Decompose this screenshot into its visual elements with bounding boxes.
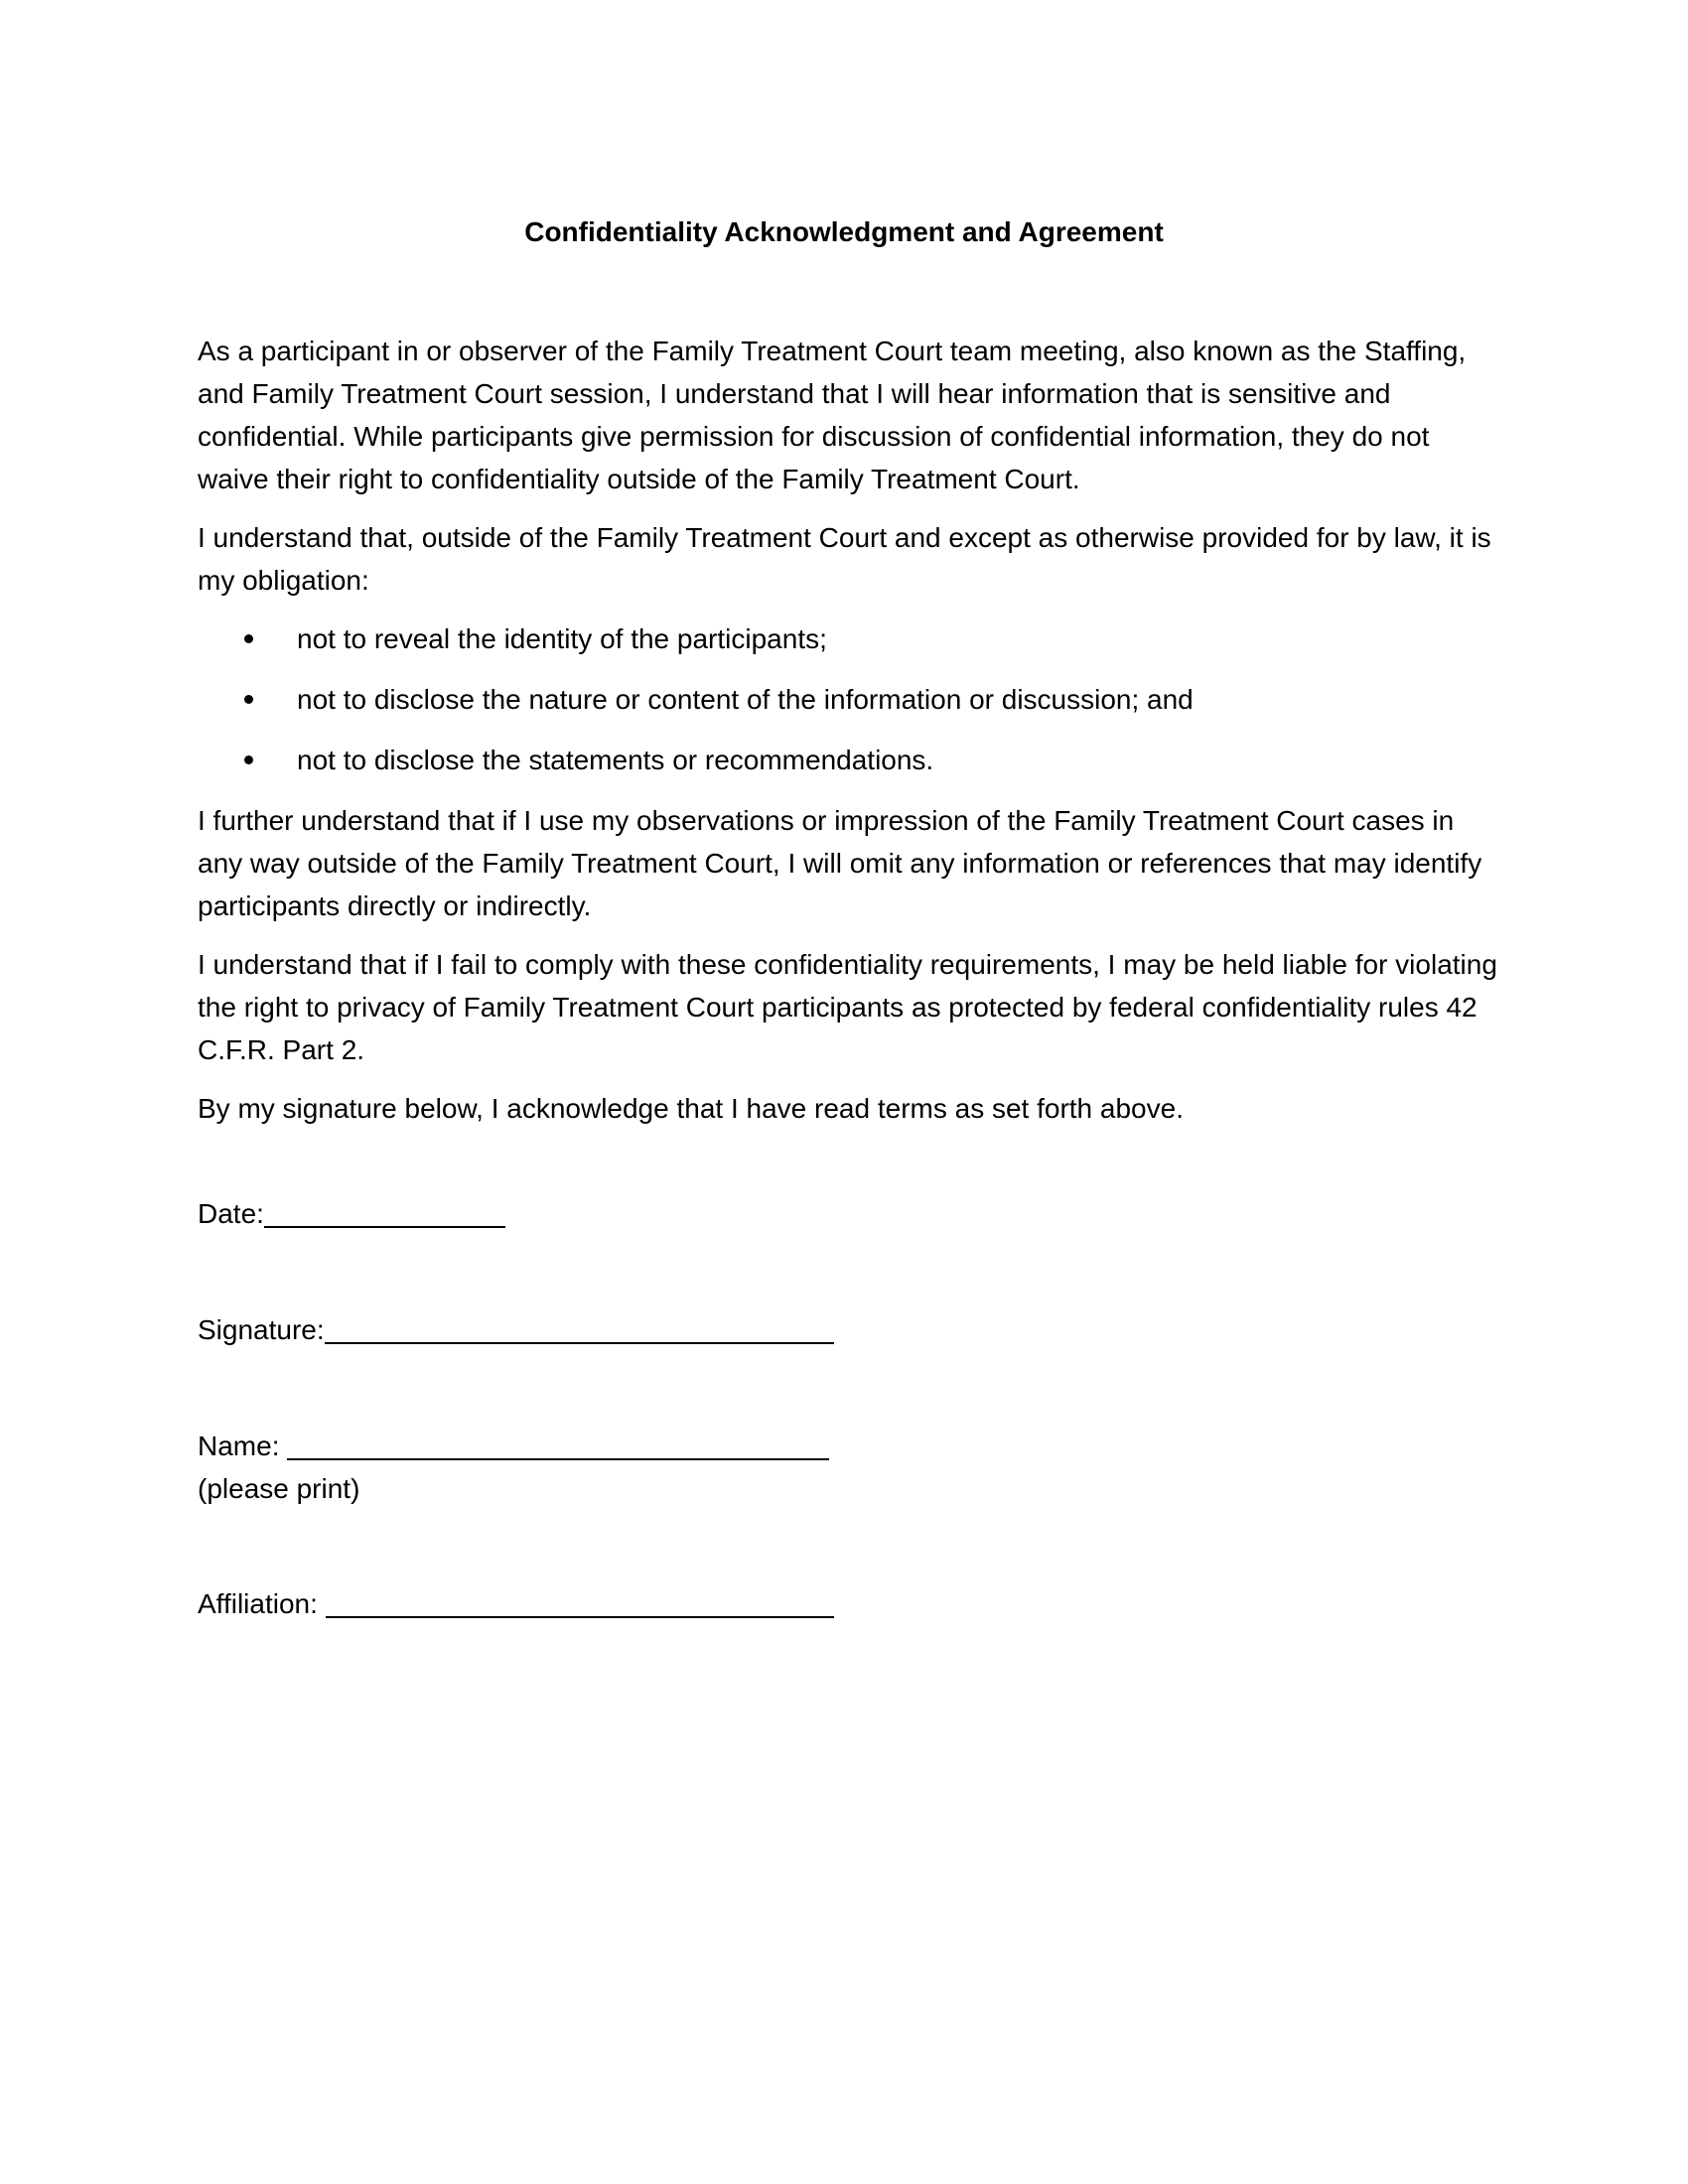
date-label: Date:: [198, 1198, 264, 1229]
bullet-icon: [244, 634, 253, 643]
bullet-icon: [244, 755, 253, 764]
affiliation-input-line[interactable]: [326, 1586, 834, 1618]
obligation-list: [198, 617, 1498, 781]
name-field: [198, 1427, 829, 1466]
list-item-text: not to disclose the statements or recommendations.: [297, 745, 934, 775]
date-input-line[interactable]: [264, 1196, 505, 1228]
bullet-icon: [244, 695, 253, 704]
name-input-line[interactable]: [287, 1429, 829, 1460]
affiliation-label: Affiliation:: [198, 1588, 326, 1619]
signature-input-line[interactable]: [325, 1312, 834, 1344]
list-item-text: not to reveal the identity of the participants;: [297, 623, 827, 654]
list-item-text: not to disclose the nature or content of the information or discussion; and: [297, 684, 1194, 715]
signature-label: Signature:: [198, 1314, 325, 1345]
list-item: [198, 678, 1498, 721]
name-label: Name:: [198, 1431, 288, 1461]
document-title: Confidentiality Acknowledgment and Agreement: [524, 216, 1164, 247]
paragraph-intro: As a participant in or observer of the Family Treatment Court team meeting, also known as the Staffing, and Family Treatment Court session, I understand that I will hear information that is sensitive and confidential. While participants give permission for discussion of confidential information, they do not waive their right to confidentiality outside of the Family Treatment Court.: [198, 336, 1467, 494]
document-body: [198, 330, 1498, 1146]
list-item: [198, 617, 1498, 660]
paragraph-liability: I understand that if I fail to comply with these confidentiality requirements, I may be held liable for violating the right to privacy of Family Treatment Court participants as protected by federal confidentiality rules 42 C.F.R. Part 2.: [198, 949, 1497, 1065]
name-note: (please print): [198, 1473, 360, 1504]
paragraph-acknowledgment: By my signature below, I acknowledge that I have read terms as set forth above.: [198, 1093, 1184, 1124]
list-item: [198, 739, 1498, 781]
paragraph-obligation-intro: I understand that, outside of the Family Treatment Court and except as otherwise provided for by law, it is my obligation:: [198, 522, 1491, 596]
signature-field: [198, 1310, 834, 1350]
affiliation-field: [198, 1584, 834, 1624]
date-field: [198, 1194, 505, 1234]
paragraph-observations: I further understand that if I use my observations or impression of the Family Treatment Court cases in any way outside of the Family Treatment Court, I will omit any information or references that may identify participants directly or indirectly.: [198, 805, 1482, 921]
